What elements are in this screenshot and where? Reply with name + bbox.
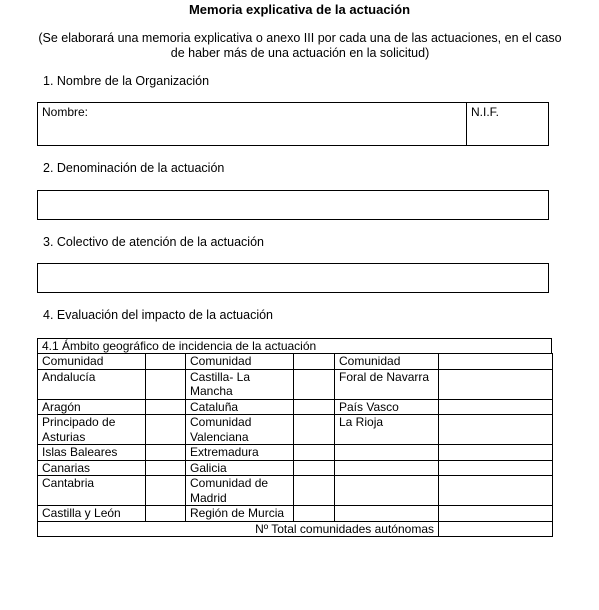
- community-cell: Región de Murcia: [186, 506, 294, 522]
- community-cell: Castilla- La Mancha: [186, 369, 294, 399]
- community-cell: Cataluña: [186, 399, 294, 415]
- ambito-title: 4.1 Ámbito geográfico de incidencia de la actuación: [37, 338, 552, 354]
- organization-box: [37, 102, 549, 146]
- check-cell[interactable]: [294, 506, 335, 522]
- community-cell: Comunidad Valenciana: [186, 415, 294, 445]
- page-title: Memoria explicativa de la actuación: [188, 2, 411, 17]
- column-header: Comunidad: [186, 354, 294, 370]
- nif-field[interactable]: [467, 103, 548, 145]
- section-4-heading: 4. Evaluación del impacto de la actuación: [43, 308, 274, 322]
- check-cell[interactable]: [294, 476, 335, 506]
- nif-label: N.I.F.: [471, 105, 500, 119]
- colectivo-field[interactable]: [37, 263, 549, 293]
- check-cell[interactable]: [146, 445, 186, 461]
- community-cell: La Rioja: [335, 415, 439, 445]
- check-cell[interactable]: [294, 369, 335, 399]
- community-cell: [335, 460, 439, 476]
- community-cell: Foral de Navarra: [335, 369, 439, 399]
- check-cell[interactable]: [294, 460, 335, 476]
- count-cell[interactable]: [294, 354, 335, 370]
- table-header-row: [38, 354, 553, 370]
- check-cell[interactable]: [146, 460, 186, 476]
- community-cell: Aragón: [38, 399, 146, 415]
- count-cell[interactable]: [146, 354, 186, 370]
- check-cell[interactable]: [146, 369, 186, 399]
- total-row: [38, 521, 553, 537]
- check-cell[interactable]: [146, 476, 186, 506]
- check-cell[interactable]: [439, 506, 553, 522]
- count-cell[interactable]: [439, 354, 553, 370]
- table-row: [38, 445, 553, 461]
- community-cell: Principado de Asturias: [38, 415, 146, 445]
- check-cell[interactable]: [294, 399, 335, 415]
- column-header: Comunidad: [335, 354, 439, 370]
- table-row: [38, 460, 553, 476]
- organization-name-field[interactable]: [38, 103, 467, 145]
- community-cell: País Vasco: [335, 399, 439, 415]
- community-cell: Comunidad de Madrid: [186, 476, 294, 506]
- total-value-cell[interactable]: [439, 521, 553, 537]
- community-cell: Andalucía: [38, 369, 146, 399]
- check-cell[interactable]: [146, 399, 186, 415]
- section-3-heading: 3. Colectivo de atención de la actuación: [43, 235, 264, 249]
- check-cell[interactable]: [146, 506, 186, 522]
- community-cell: Castilla y León: [38, 506, 146, 522]
- total-label: Nº Total comunidades autónomas: [38, 521, 439, 537]
- denominacion-field[interactable]: [37, 190, 549, 220]
- table-row: [38, 415, 553, 445]
- community-cell: Cantabria: [38, 476, 146, 506]
- check-cell[interactable]: [439, 445, 553, 461]
- organization-name-label: Nombre:: [42, 105, 89, 119]
- community-cell: Galicia: [186, 460, 294, 476]
- column-header: Comunidad: [38, 354, 146, 370]
- check-cell[interactable]: [439, 460, 553, 476]
- section-1-heading: 1. Nombre de la Organización: [43, 74, 210, 88]
- table-row: [38, 369, 553, 399]
- community-cell: Islas Baleares: [38, 445, 146, 461]
- community-cell: Canarias: [38, 460, 146, 476]
- community-cell: [335, 506, 439, 522]
- table-row: [38, 476, 553, 506]
- community-cell: [335, 476, 439, 506]
- instruction-note: (Se elaborará una memoria explicativa o anexo III por cada una de las actuaciones, en el caso de haber más de una actuación en la solicitud): [38, 31, 562, 60]
- section-2-heading: 2. Denominación de la actuación: [43, 161, 225, 175]
- check-cell[interactable]: [294, 445, 335, 461]
- community-cell: [335, 445, 439, 461]
- check-cell[interactable]: [439, 369, 553, 399]
- check-cell[interactable]: [294, 415, 335, 445]
- community-cell: Extremadura: [186, 445, 294, 461]
- check-cell[interactable]: [439, 399, 553, 415]
- check-cell[interactable]: [146, 415, 186, 445]
- ambito-table: [37, 353, 553, 537]
- check-cell[interactable]: [439, 476, 553, 506]
- table-row: [38, 506, 553, 522]
- check-cell[interactable]: [439, 415, 553, 445]
- table-row: [38, 399, 553, 415]
